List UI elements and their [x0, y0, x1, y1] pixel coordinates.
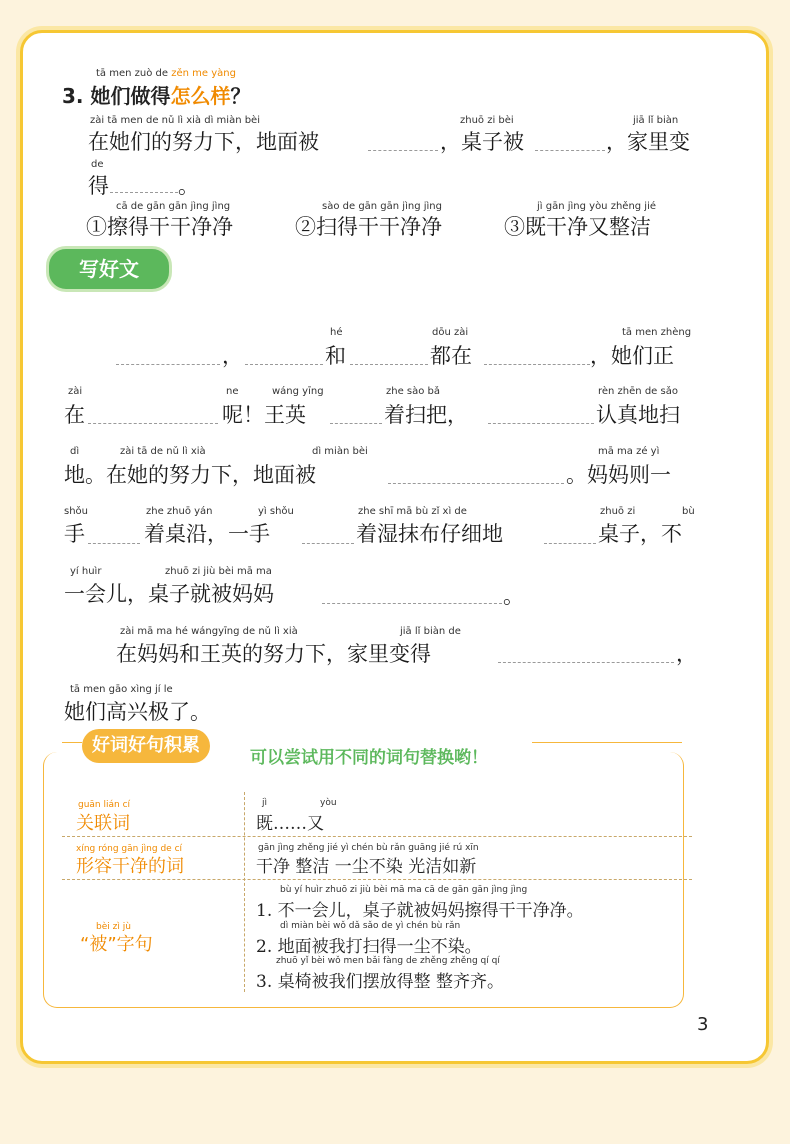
label-conjunctions: 关联词 — [76, 813, 130, 834]
write-blank-6[interactable] — [330, 423, 382, 424]
write-row2-py-e: rèn zhēn de sǎo — [598, 386, 678, 397]
section-badge-wrap — [40, 240, 172, 294]
write-row5-py-a: yí huìr — [70, 566, 102, 577]
write-blank-12[interactable] — [322, 603, 502, 604]
write-row4-text-b: 着桌沿，一手 — [144, 522, 270, 546]
write-row7-py: tā men gāo xìng jí le — [70, 684, 173, 695]
q3-title-pinyin: tā men zuò de zěn me yàng — [96, 68, 236, 79]
write-row1-py-c: tā men zhèng — [622, 327, 692, 338]
q3-line1-text-c: ，家里变 — [606, 130, 690, 154]
q3-line1-text-b: ，桌子被 — [440, 130, 524, 154]
content-clean-words-pinyin: gān jìng zhěng jié yì chén bù rǎn guāng jié rú xīn — [258, 843, 479, 853]
write-row4-py-d: zhe shī mā bù zǐ xì de — [358, 506, 467, 517]
write-blank-2[interactable] — [245, 364, 323, 365]
write-row6-text-b: ， — [676, 642, 697, 666]
bei-sentence-2: 2. 地面被我打扫得一尘不染。 — [256, 937, 482, 957]
write-row3-text-a: 地。在她的努力下，地面被 — [64, 463, 316, 487]
write-blank-8[interactable] — [388, 483, 564, 484]
write-row2-py-c: wáng yīng — [272, 386, 324, 397]
content-clean-words: 干净 整洁 一尘不染 光洁如新 — [256, 857, 477, 877]
write-row1-text-d: ，她们正 — [590, 344, 674, 368]
write-blank-10[interactable] — [302, 543, 354, 544]
page-number: 3 — [697, 1014, 709, 1035]
write-row5-py-b: zhuō zi jiù bèi mā ma — [165, 566, 272, 577]
write-row2-py-d: zhe sào bǎ — [386, 386, 441, 397]
write-row1-text-b: 和 — [325, 344, 346, 368]
section-badge: 写好文 — [46, 246, 172, 292]
q3-blank-3[interactable] — [110, 192, 178, 193]
write-blank-5[interactable] — [88, 423, 218, 424]
write-row2-py-a: zài — [68, 386, 83, 397]
write-row6-py-a: zài mā ma hé wángyīng de nǔ lì xià — [120, 626, 298, 637]
q3-line1-pinyin-a: zài tā men de nǔ lì xià dì miàn bèi — [90, 115, 260, 126]
write-row3-py-a: dì — [70, 446, 80, 457]
content-conjunctions-pinyin-a: jì — [262, 798, 268, 808]
write-row3-py-b: zài tā de nǔ lì xià — [120, 446, 206, 457]
write-row4-text-d: 桌子，不 — [598, 522, 682, 546]
write-blank-1[interactable] — [116, 364, 220, 365]
label-clean-words: 形容干净的词 — [76, 856, 184, 877]
bei-sentence-2-pinyin: dì miàn bèi wǒ dǎ sǎo de yì chén bù rǎn — [280, 921, 461, 931]
q3-blank-2[interactable] — [535, 150, 605, 151]
label-bei-sentence-pinyin: bèi zì jù — [96, 922, 131, 932]
box-topline-left — [62, 742, 82, 743]
q3-title: 3. 她们做得怎么样？ — [62, 84, 251, 108]
q3-line2-text-b: 。 — [178, 174, 199, 198]
bei-sentence-3: 3. 桌椅被我们摆放得整 整齐齐。 — [256, 972, 505, 992]
write-row1-text-a: ， — [222, 344, 243, 368]
q3-line2-text-a: 得 — [88, 174, 109, 198]
write-blank-7[interactable] — [488, 423, 594, 424]
content-conjunctions-pinyin-b: yòu — [320, 798, 337, 808]
write-row4-py-c: yì shǒu — [258, 506, 294, 517]
q3-blank-1[interactable] — [368, 150, 438, 151]
write-row4-py-a: shǒu — [64, 506, 89, 517]
write-row5-text-a: 一会儿，桌子就被妈妈 — [64, 582, 274, 606]
write-blank-4[interactable] — [484, 364, 590, 365]
box-divider-2 — [62, 879, 692, 880]
write-blank-13[interactable] — [498, 662, 674, 663]
write-row2-py-b: ne — [226, 386, 239, 397]
box-header: 好词好句积累 — [82, 729, 210, 763]
write-row4-text-c: 着湿抹布仔细地 — [356, 522, 503, 546]
q3-line1-text-a: 在她们的努力下，地面被 — [88, 130, 319, 154]
write-row7-text: 她们高兴极了。 — [64, 700, 211, 724]
label-clean-words-pinyin: xíng róng gān jìng de cí — [76, 844, 183, 854]
box-divider-vertical — [244, 792, 245, 992]
q3-option-1[interactable]: ①擦得干干净净 — [86, 215, 233, 239]
bei-sentence-1: 1. 不一会儿，桌子就被妈妈擦得干干净净。 — [256, 901, 584, 921]
q3-line1-pinyin-c: jiā lǐ biàn — [633, 115, 679, 126]
write-row6-text-a: 在妈妈和王英的努力下，家里变得 — [116, 642, 431, 666]
write-row4-text-a: 手 — [64, 522, 85, 546]
write-row2-text-c: 着扫把， — [384, 403, 468, 427]
write-row4-py-e: zhuō zi — [600, 506, 636, 517]
label-conjunctions-pinyin: guān lián cí — [78, 800, 131, 810]
box-divider-1 — [62, 836, 692, 837]
write-blank-9[interactable] — [88, 543, 140, 544]
write-row2-text-b: 呢！王英 — [222, 403, 306, 427]
write-row6-py-b: jiā lǐ biàn de — [400, 626, 461, 637]
label-bei-sentence: “被”字句 — [80, 934, 153, 955]
write-row4-py-b: zhe zhuō yán — [146, 506, 213, 517]
write-row1-text-c: 都在 — [430, 344, 472, 368]
write-row2-text-a: 在 — [64, 403, 85, 427]
q3-line1-pinyin-b: zhuō zi bèi — [460, 115, 514, 126]
q3-option1-pinyin: cā de gān gān jìng jìng — [116, 201, 231, 212]
write-row3-py-d: mā ma zé yì — [598, 446, 660, 457]
q3-option3-pinyin: jì gān jìng yòu zhěng jié — [537, 201, 657, 212]
write-row2-text-d: 认真地扫 — [596, 403, 680, 427]
q3-option-3[interactable]: ③既干净又整洁 — [504, 215, 651, 239]
bei-sentence-3-pinyin: zhuō yǐ bèi wǒ men bǎi fàng de zhěng zhěng qí qí — [276, 956, 500, 966]
q3-option-2[interactable]: ②扫得干干净净 — [295, 215, 442, 239]
q3-option2-pinyin: sào de gān gān jìng jìng — [322, 201, 442, 212]
bei-sentence-1-pinyin: bù yí huìr zhuō zi jiù bèi mā ma cā de gān gān jìng jìng — [280, 885, 528, 895]
q3-line2-pinyin: de — [91, 159, 104, 170]
write-row1-py-b: dōu zài — [432, 327, 469, 338]
write-row5-text-b: 。 — [503, 584, 524, 608]
box-topline-right — [532, 742, 682, 743]
write-blank-3[interactable] — [350, 364, 428, 365]
write-row1-py-a: hé — [330, 327, 343, 338]
box-subtitle: 可以尝试用不同的词句替换哟！ — [250, 748, 488, 768]
content-conjunctions: 既……又 — [256, 814, 324, 834]
write-row3-text-b: 。妈妈则一 — [566, 463, 671, 487]
write-row3-py-c: dì miàn bèi — [312, 446, 368, 457]
write-blank-11[interactable] — [544, 543, 596, 544]
write-row4-py-f: bù — [682, 506, 695, 517]
